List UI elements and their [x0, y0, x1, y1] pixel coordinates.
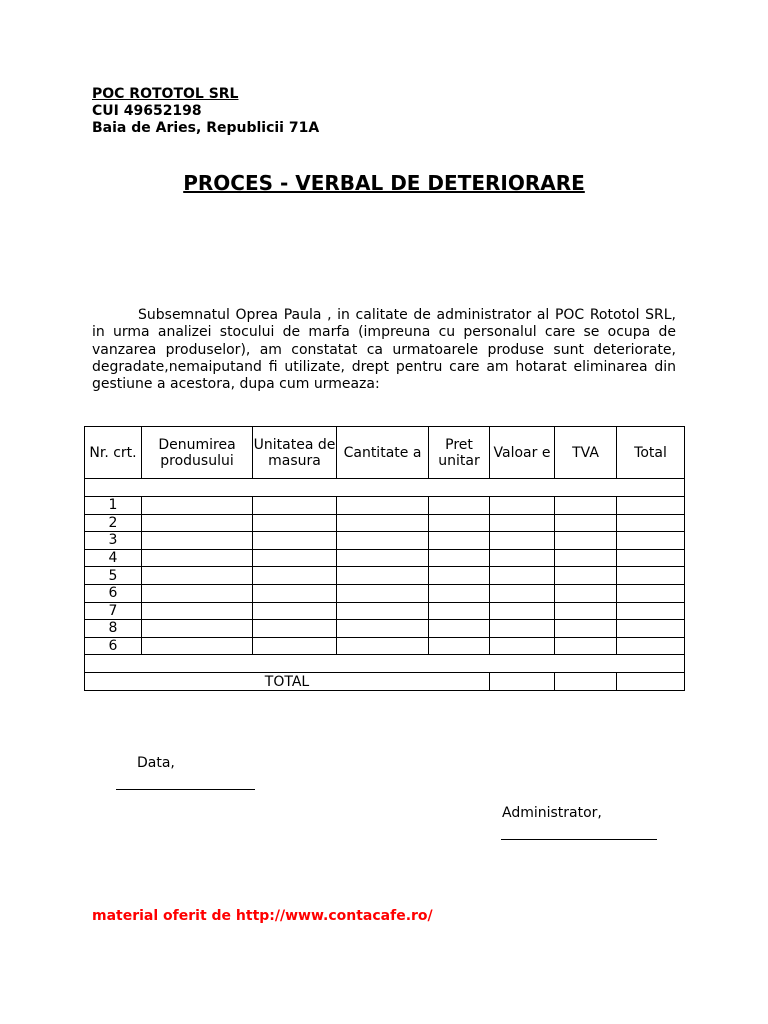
table-cell: [429, 497, 490, 515]
table-cell: [490, 584, 555, 602]
table-cell: [337, 602, 429, 620]
company-block: [92, 86, 319, 137]
table-cell: [142, 567, 253, 585]
date-label: Data,: [137, 755, 175, 771]
row-number: 1: [85, 497, 142, 515]
table-cell: [142, 514, 253, 532]
table-cell: [429, 584, 490, 602]
table-row: [85, 637, 685, 655]
row-number: 2: [85, 514, 142, 532]
table-cell: [337, 637, 429, 655]
table-cell: [142, 637, 253, 655]
footer-credit: material oferit de http://www.contacafe.ro/: [92, 908, 433, 924]
table-cell: [490, 602, 555, 620]
row-number: 5: [85, 567, 142, 585]
table-cell: [253, 620, 337, 638]
table-row: [85, 567, 685, 585]
company-cui: CUI 49652198: [92, 103, 202, 119]
table-cell: [617, 549, 685, 567]
header-total: Total: [617, 427, 685, 479]
table-cell: [253, 584, 337, 602]
table-cell: [555, 497, 617, 515]
header-denumirea: Denumirea produsului: [142, 427, 253, 479]
total-label: TOTAL: [85, 673, 490, 691]
table-cell: [429, 602, 490, 620]
row-number: 3: [85, 532, 142, 550]
table-cell: [142, 584, 253, 602]
table-row: [85, 620, 685, 638]
table-row: [85, 549, 685, 567]
table-cell: [429, 514, 490, 532]
table-cell: [253, 602, 337, 620]
table-cell: [337, 584, 429, 602]
table-cell: [142, 620, 253, 638]
table-cell: [429, 532, 490, 550]
table-cell: [617, 620, 685, 638]
company-address: Baia de Aries, Republicii 71A: [92, 120, 320, 136]
header-valoare: Valoar e: [490, 427, 555, 479]
company-name: POC ROTOTOL SRL: [92, 86, 239, 102]
table-cell: [490, 637, 555, 655]
table-cell: [253, 567, 337, 585]
table-cell: [490, 620, 555, 638]
row-number: 6: [85, 584, 142, 602]
administrator-label: Administrator,: [502, 805, 602, 821]
table-total-row: [85, 673, 685, 691]
document-title: PROCES - VERBAL DE DETERIORARE: [183, 171, 585, 195]
table-cell: [555, 567, 617, 585]
table-cell: [253, 514, 337, 532]
administrator-signature-line: [501, 839, 657, 840]
table-cell: [555, 532, 617, 550]
header-pret-unitar: Pret unitar: [429, 427, 490, 479]
table-cell: [555, 637, 617, 655]
table-cell: [555, 514, 617, 532]
table-cell: [555, 549, 617, 567]
table-cell: [490, 532, 555, 550]
table-cell: [253, 549, 337, 567]
table-cell: [490, 567, 555, 585]
row-number: 7: [85, 602, 142, 620]
table-cell: [253, 532, 337, 550]
header-cantitatea: Cantitate a: [337, 427, 429, 479]
header-nr-crt: Nr. crt.: [85, 427, 142, 479]
table-header-row: [85, 427, 685, 479]
products-table: [84, 426, 685, 691]
table-cell: [617, 584, 685, 602]
total-cell: [555, 673, 617, 691]
table-cell: [142, 602, 253, 620]
intro-paragraph: Subsemnatul Oprea Paula , in calitate de administrator al POC Rototol SRL, in urma analizei stocului de marfa (impreuna cu personalul care se ocupa de vanzarea produselor), am constatat ca urmatoarele produse sunt deteriorate, degradate,nemaiputand fi utilizate, drept pentru care am hotarat eliminarea din gestiune a acestora, dupa cum urmeaza:: [92, 307, 676, 393]
table-cell: [617, 567, 685, 585]
header-unitatea: Unitatea de masura: [253, 427, 337, 479]
table-spacer-row: [85, 655, 685, 673]
date-signature-line: [116, 789, 255, 790]
table-cell: [429, 637, 490, 655]
table-cell: [617, 532, 685, 550]
row-number: 6: [85, 637, 142, 655]
table-cell: [555, 584, 617, 602]
table-cell: [337, 497, 429, 515]
total-cell: [490, 673, 555, 691]
table-row: [85, 532, 685, 550]
table-cell: [617, 497, 685, 515]
total-cell: [617, 673, 685, 691]
table-cell: [617, 514, 685, 532]
table-cell: [429, 567, 490, 585]
table-row: [85, 514, 685, 532]
table-row: [85, 584, 685, 602]
table-cell: [490, 549, 555, 567]
table-cell: [617, 637, 685, 655]
table-cell: [429, 620, 490, 638]
table-cell: [617, 602, 685, 620]
table-cell: [555, 620, 617, 638]
row-number: 8: [85, 620, 142, 638]
table-cell: [337, 514, 429, 532]
table-cell: [555, 602, 617, 620]
table-cell: [490, 514, 555, 532]
table-cell: [142, 532, 253, 550]
table-cell: [253, 637, 337, 655]
table-spacer-row: [85, 479, 685, 497]
table-cell: [337, 549, 429, 567]
row-number: 4: [85, 549, 142, 567]
table-cell: [490, 497, 555, 515]
table-row: [85, 497, 685, 515]
table-cell: [337, 567, 429, 585]
table-cell: [142, 549, 253, 567]
table-row: [85, 602, 685, 620]
table-cell: [337, 620, 429, 638]
table-cell: [337, 532, 429, 550]
table-cell: [253, 497, 337, 515]
header-tva: TVA: [555, 427, 617, 479]
table-cell: [429, 549, 490, 567]
table-cell: [142, 497, 253, 515]
